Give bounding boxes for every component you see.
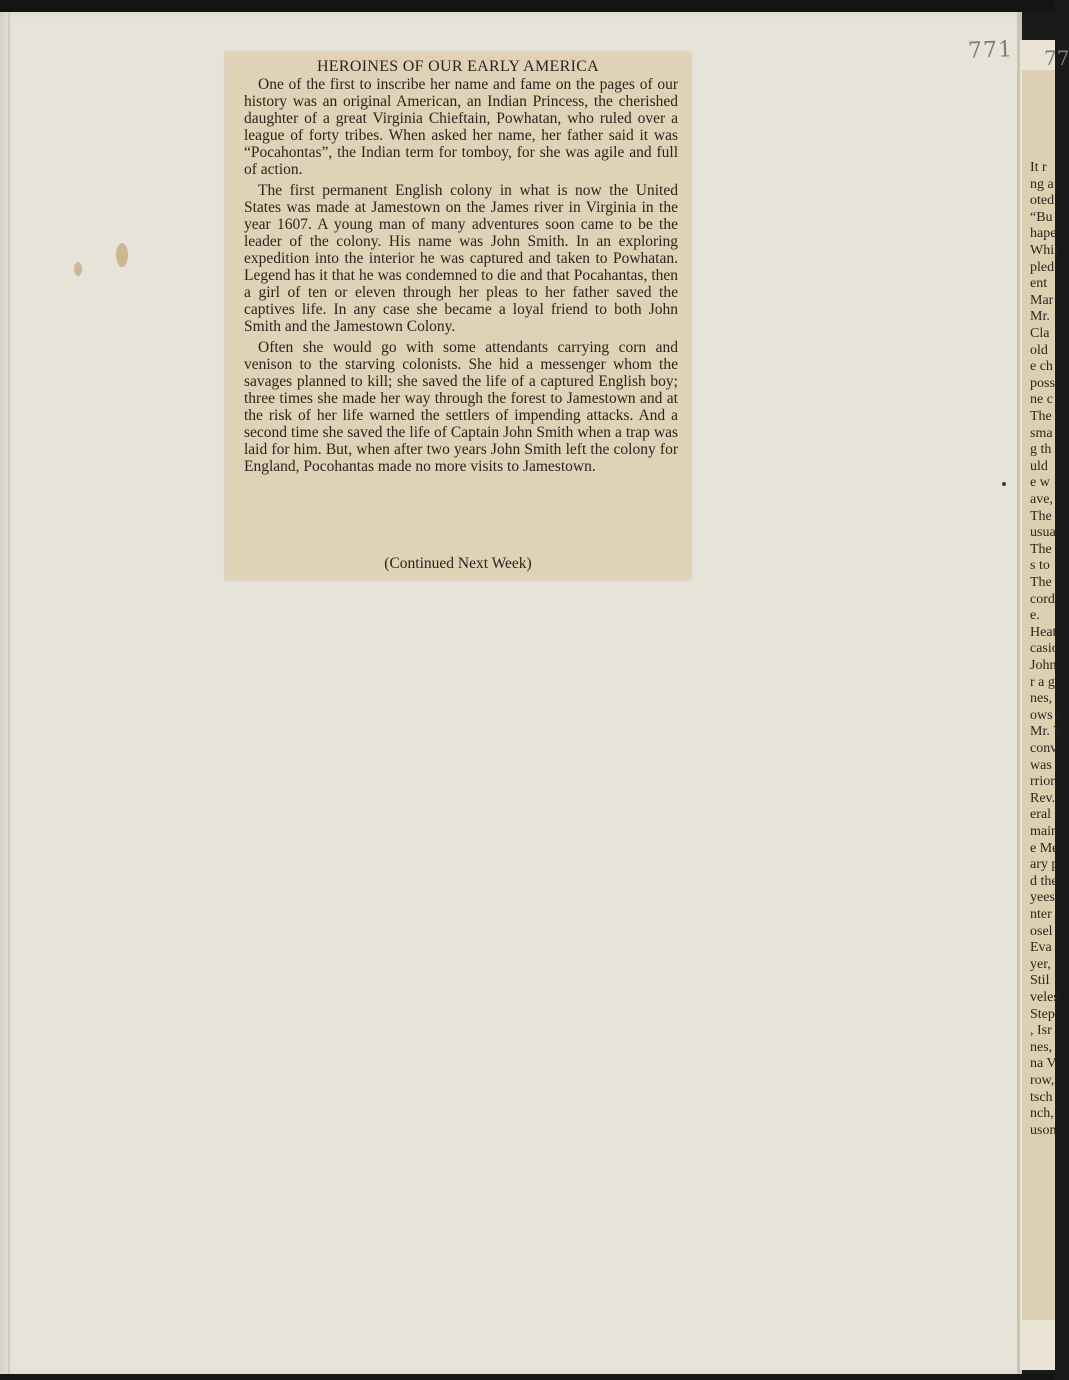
page-number: 771 bbox=[967, 37, 1014, 64]
next-page-text-fragment: ary p bbox=[1030, 857, 1059, 873]
next-page-text-fragment: veles bbox=[1030, 990, 1059, 1005]
next-page-text-fragment: s to bbox=[1030, 558, 1050, 574]
next-page-text-fragment: main bbox=[1030, 824, 1058, 839]
next-page-text-fragment: na V bbox=[1030, 1056, 1057, 1072]
next-page-text-fragment: ave, bbox=[1030, 492, 1053, 507]
next-page-text-fragment: The bbox=[1030, 409, 1052, 424]
next-page-text-fragment: Mr. V bbox=[1030, 724, 1064, 740]
next-page-text-fragment: John bbox=[1030, 658, 1057, 673]
next-page-text-fragment: Cla bbox=[1030, 326, 1050, 341]
next-page-text-fragment: ng a bbox=[1030, 176, 1054, 192]
next-page-text-fragment: Heat bbox=[1030, 624, 1057, 640]
next-page-text-fragment: row, bbox=[1030, 1073, 1055, 1088]
next-page-text-fragment: Mr. bbox=[1030, 309, 1050, 325]
next-page-text-fragment: The bbox=[1030, 575, 1052, 590]
next-page-text-fragment: nes, bbox=[1030, 1039, 1053, 1055]
next-page-text-fragment: sma bbox=[1030, 425, 1053, 441]
stain-mark bbox=[74, 262, 82, 276]
next-page-text-fragment: uson bbox=[1030, 1122, 1057, 1138]
next-page-text-fragment: osel bbox=[1030, 923, 1053, 939]
bottom-border bbox=[0, 1374, 1055, 1380]
next-page-text-fragment: It r bbox=[1030, 160, 1047, 175]
next-page-text-fragment: oted bbox=[1030, 193, 1055, 209]
next-page-text-fragment: old bbox=[1030, 342, 1048, 358]
next-page-text-fragment: The bbox=[1030, 508, 1052, 524]
next-page-text-fragment: Eva bbox=[1030, 940, 1052, 956]
next-page-text-fragment: nch, bbox=[1030, 1106, 1054, 1122]
clipping-paragraph: The first permanent English colony in what is now the United States was made at Jamestown on the James river in Virginia in the year 1607. A young man of many adventures soon came to be the leader of the colony. His name was John Smith. In an exploring expedition into the interior he was captured and taken to Powhatan. Legend has it that he was condemned to die and that Pocahantas, then a girl of ten or eleven through her pleas to her father saved the captives life. In any case she became a loyal friend to both John Smith and the Jamestown Colony. bbox=[244, 182, 678, 335]
next-page-text-fragment: usua bbox=[1030, 525, 1056, 541]
next-page-text-fragment: cord bbox=[1030, 591, 1055, 607]
next-page-edge bbox=[1020, 40, 1069, 1370]
next-page-text-fragment: g th bbox=[1030, 442, 1052, 458]
next-page-text-fragment: e Me bbox=[1030, 840, 1059, 856]
next-page-text-fragment: poss bbox=[1030, 375, 1055, 391]
ink-dot bbox=[1002, 482, 1006, 486]
next-page-clipping bbox=[1022, 70, 1064, 1320]
next-page-text-fragment: pled bbox=[1030, 259, 1055, 275]
next-page-text-fragment: “Bu bbox=[1030, 209, 1053, 225]
top-border bbox=[0, 0, 1055, 12]
next-page-text-fragment: casio bbox=[1030, 641, 1059, 657]
next-page-text-fragment: yer, bbox=[1030, 956, 1051, 972]
clipping-body bbox=[244, 76, 678, 479]
next-page-text-fragment: eral bbox=[1030, 807, 1051, 823]
clipping-paragraph: Often she would go with some attendants carrying corn and venison to the starving colonists. She hid a messenger whom the savages planned to kill; she saved the life of a captured English boy; three times she made her way through the forest to Jamestown and at the risk of her life warned the settlers of impending attacks. And a second time she saved the life of Captain John Smith when a trap was laid for him. But, when after two years John Smith left the colony for England, Pocohantas made no more visits to Jamestown. bbox=[244, 339, 678, 475]
next-page-text-fragment: nter bbox=[1030, 907, 1052, 922]
next-page-text-fragment: ne c bbox=[1030, 392, 1053, 408]
next-page-text-fragment: ows t bbox=[1030, 707, 1060, 723]
next-page-text-fragment: nes, bbox=[1030, 691, 1053, 707]
clipping-footer: (Continued Next Week) bbox=[384, 555, 532, 572]
next-page-text-fragment: Whil bbox=[1030, 243, 1058, 258]
next-page-text-fragment: r a g bbox=[1030, 674, 1055, 690]
next-page-text-fragment: Stil bbox=[1030, 973, 1050, 989]
next-page-text-fragment: e w bbox=[1030, 475, 1050, 491]
next-page-number: 77 bbox=[1044, 46, 1069, 70]
next-page-text-fragment: rrior bbox=[1030, 774, 1055, 790]
clipping-paragraph: One of the first to inscribe her name and fame on the pages of our history was an original American, an Indian Princess, the cherished daughter of a great Virginia Chieftain, Powhatan, who ruled over a league of forty tribes. When asked her name, her father said it was “Pocahontas”, the Indian term for tomboy, for she was agile and full of action. bbox=[244, 76, 678, 178]
next-page-text-fragment: uld bbox=[1030, 458, 1048, 474]
next-page-text-fragment: yees bbox=[1030, 890, 1055, 906]
next-page-text-fragment: Mar bbox=[1030, 292, 1054, 308]
next-page-text-fragment: , Isr bbox=[1030, 1023, 1052, 1039]
next-page-text-fragment: The bbox=[1030, 541, 1052, 557]
next-page-text-fragment: Step bbox=[1030, 1006, 1055, 1022]
next-page-text-fragment: Rev. bbox=[1030, 790, 1056, 806]
next-page-text-fragment: ent bbox=[1030, 276, 1048, 292]
next-page-text-fragment: d the bbox=[1030, 873, 1058, 889]
next-page-text-fragment: tsch bbox=[1030, 1089, 1053, 1105]
clipping-title: HEROINES OF OUR EARLY AMERICA bbox=[316, 58, 600, 75]
stain-mark bbox=[116, 243, 128, 267]
page-spine-edge bbox=[8, 12, 10, 1374]
newspaper-clipping bbox=[225, 52, 691, 580]
next-page-text-fragment: conv bbox=[1030, 741, 1058, 756]
next-page-text-fragment: was bbox=[1030, 757, 1052, 773]
next-page-text-fragment: e. bbox=[1030, 608, 1040, 624]
next-page-text-fragment: hape bbox=[1030, 226, 1057, 242]
next-page-text-fragment: e ch bbox=[1030, 359, 1053, 375]
